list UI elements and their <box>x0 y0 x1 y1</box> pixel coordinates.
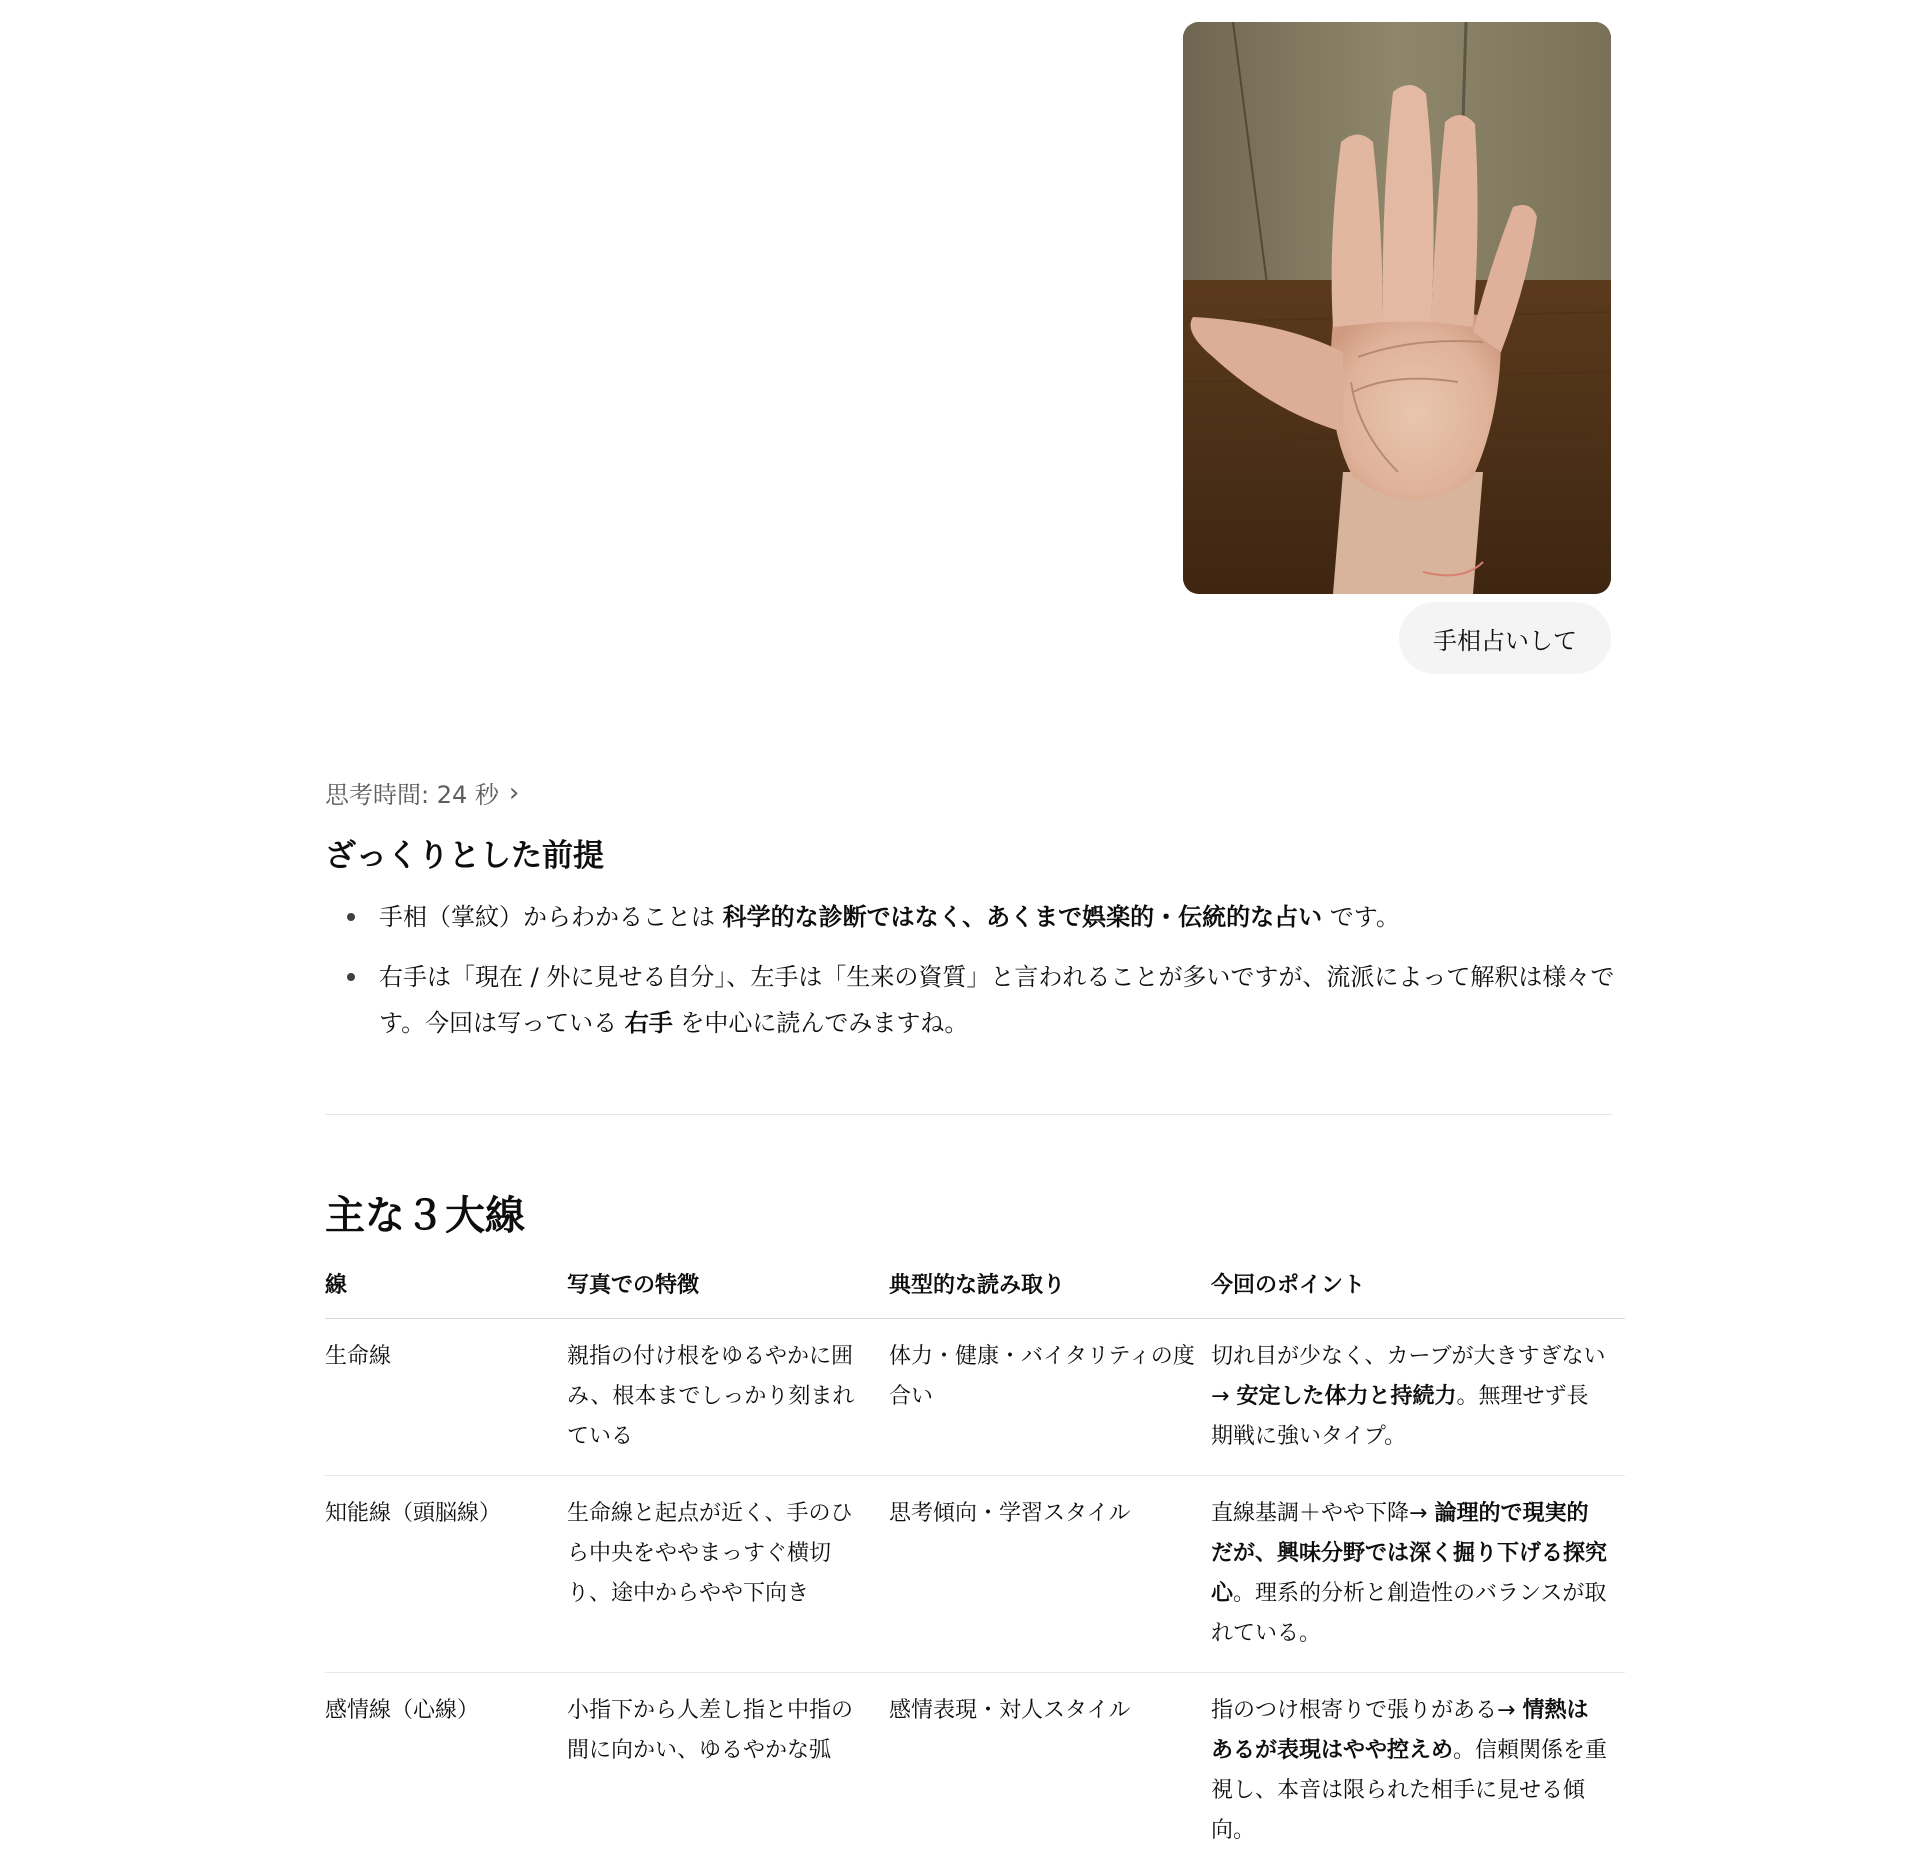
point-text-post: 。無理せず長期戦に強いタイプ。 <box>1211 1384 1589 1449</box>
table-cell-feature: 親指の付け根をゆるやかに囲み、根本までしっかり刻まれている <box>567 1344 855 1449</box>
user-message-text: 手相占いして <box>1433 626 1577 655</box>
point-text-pre: 指のつけ根寄りで張りがある→ <box>1211 1698 1523 1723</box>
point-text-bold: 情熱はあるが表現はやや控えめ <box>1211 1698 1589 1763</box>
point-text-post: 。信頼関係を重視し、本音は限られた相手に見せる傾向。 <box>1211 1738 1608 1843</box>
table-cell-point <box>1211 1673 1625 1869</box>
thinking-time-label: 思考時間: 24 秒 <box>325 781 499 809</box>
table-header-cell: 典型的な読み取り <box>889 1273 1066 1298</box>
bullet-text-bold: 科学的な診断ではなく、あくまで娯楽的・伝統的な占い <box>722 903 1323 931</box>
table-cell-line: 知能線（頭脳線） <box>325 1501 502 1526</box>
table-cell-line: 生命線 <box>325 1344 392 1369</box>
table-cell-point <box>1211 1476 1625 1672</box>
section-divider <box>325 1114 1612 1115</box>
premise-bullet-list <box>325 894 1625 1060</box>
table-row <box>325 1319 1625 1476</box>
list-item <box>325 894 1625 940</box>
table-cell-point <box>1211 1319 1625 1475</box>
bullet-text-pre: 右手は「現在 / 外に見せる自分」、左手は「生来の資質」と言われることが多いですが、流派によって解釈は様々です。今回は写っている <box>379 963 1615 1037</box>
bullet-text-post: を中心に読んでみますね。 <box>672 1009 969 1037</box>
point-text-post: 。理系的分析と創造性のバランスが取れている。 <box>1211 1581 1607 1646</box>
point-text-pre: 切れ目が少なく、カーブが大きすぎない→ <box>1211 1344 1606 1409</box>
user-uploaded-photo[interactable] <box>1183 22 1611 594</box>
hand-palm-photo <box>1183 22 1611 594</box>
bullet-text-post: です。 <box>1322 903 1400 931</box>
table-header-cell: 今回のポイント <box>1211 1273 1366 1298</box>
palm-lines-table <box>325 1268 1625 1869</box>
table-cell-feature: 小指下から人差し指と中指の間に向かい、ゆるやかな弧 <box>567 1698 854 1763</box>
table-row <box>325 1476 1625 1673</box>
table-header-row <box>325 1268 1625 1319</box>
table-header-cell: 線 <box>325 1273 348 1298</box>
bullet-icon <box>347 913 355 921</box>
table-cell-reading: 体力・健康・バイタリティの度合い <box>889 1344 1195 1409</box>
table-cell-reading: 感情表現・対人スタイル <box>889 1698 1131 1723</box>
point-text-pre: 直線基調＋やや下降→ <box>1211 1501 1435 1526</box>
list-item <box>325 954 1625 1046</box>
point-text-bold: 安定した体力と持続力 <box>1236 1384 1457 1409</box>
section-heading-main-lines: 主な３大線 <box>325 1193 525 1239</box>
user-message-bubble <box>1399 602 1611 674</box>
bullet-text-bold: 右手 <box>624 1009 673 1037</box>
section-heading-premise: ざっくりとした前提 <box>325 838 604 874</box>
chevron-right-icon: › <box>508 777 520 808</box>
bullet-text-pre: 手相（掌紋）からわかることは <box>379 903 723 931</box>
table-cell-reading: 思考傾向・学習スタイル <box>889 1501 1131 1526</box>
table-cell-feature: 生命線と起点が近く、手のひら中央をややまっすぐ横切り、途中からやや下向き <box>567 1501 853 1606</box>
table-header-cell: 写真での特徴 <box>567 1273 700 1298</box>
table-cell-line: 感情線（心線） <box>325 1698 480 1723</box>
point-text-bold: 論理的で現実的だが、興味分野では深く掘り下げる探究心 <box>1211 1501 1608 1606</box>
bullet-icon <box>347 973 355 981</box>
table-row <box>325 1673 1625 1869</box>
thinking-time-toggle[interactable] <box>325 775 519 810</box>
